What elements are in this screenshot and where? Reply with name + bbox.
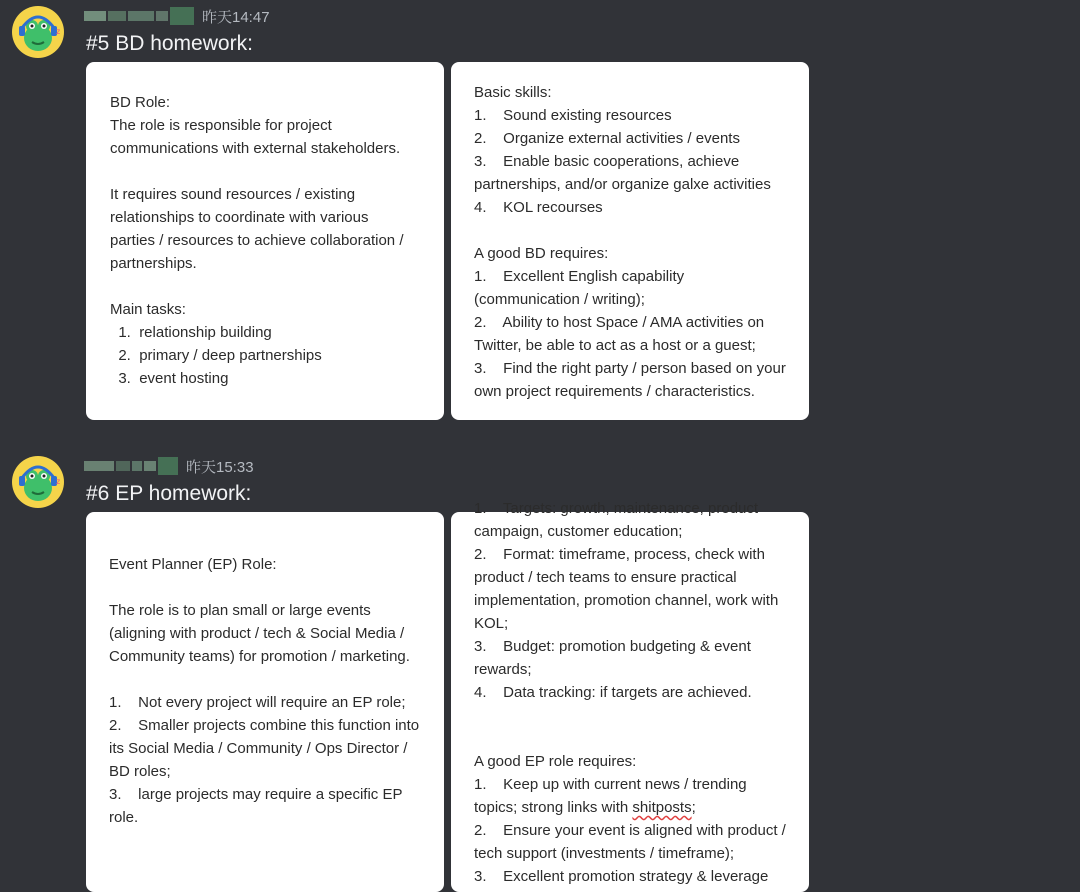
card-line: BD Role:: [110, 94, 171, 111]
card-line: partnerships, and/or organize galxe activities: [474, 176, 771, 193]
message-timestamp: 昨天14:47: [202, 8, 270, 26]
card-line: 1. Keep up with current news / trending: [474, 776, 747, 793]
card-line: 2. Ensure your event is aligned with product /: [474, 822, 786, 839]
card-line: 3. Budget: promotion budgeting & event: [474, 638, 751, 655]
card-line: relationships to coordinate with various: [110, 209, 369, 226]
svg-text:z: z: [56, 477, 61, 486]
card-line: BD roles;: [109, 763, 171, 780]
card-line: [474, 219, 809, 242]
frog-avatar-icon[interactable]: [12, 6, 64, 58]
card-line: A good BD requires:: [474, 245, 609, 262]
card-line: A good EP role requires:: [474, 753, 637, 770]
card-line: Main tasks:: [110, 301, 186, 318]
message-title: #6 EP homework:: [86, 482, 252, 505]
card-line: 2. Ability to host Space / AMA activities on: [474, 314, 765, 331]
card-line: Event Planner (EP) Role:: [109, 556, 277, 573]
card-line: It requires sound resources / existing: [110, 186, 356, 203]
svg-text:z: z: [56, 27, 61, 36]
card-line: 3. Enable basic cooperations, achieve: [474, 153, 740, 170]
message-header: [84, 454, 254, 478]
card-line: [109, 576, 444, 599]
card-line: 2. Format: timeframe, process, check with: [474, 546, 765, 563]
card-line: 1. Not every project will require an EP role;: [109, 694, 406, 711]
card-line: 3. event hosting: [110, 370, 229, 387]
card-text: [110, 91, 444, 390]
image-card-ep-requirements[interactable]: [451, 500, 809, 892]
card-line: 4. KOL recourses: [474, 199, 603, 216]
card-line: rewards;: [474, 661, 532, 678]
card-line: product / tech teams to ensure practical: [474, 569, 737, 586]
card-line: 1. Excellent English capability: [474, 268, 685, 285]
frog-avatar-icon[interactable]: [12, 456, 64, 508]
card-line: Basic skills:: [474, 84, 552, 101]
card-line: [474, 727, 809, 750]
card-line: (aligning with product / tech & Social Media /: [109, 625, 405, 642]
card-line: its Social Media / Community / Ops Director /: [109, 740, 408, 757]
card-line: [109, 668, 444, 691]
card-text: [109, 553, 444, 829]
image-card-bd-role[interactable]: [86, 62, 444, 420]
card-line: role.: [109, 809, 139, 826]
card-line: topics; strong links with shitposts;: [474, 799, 696, 816]
card-line: KOL;: [474, 615, 509, 632]
card-line: 4. Data tracking: if targets are achieved.: [474, 684, 752, 701]
card-text: [474, 497, 809, 888]
blurred-username[interactable]: [84, 459, 178, 473]
card-line: implementation, promotion channel, work with: [474, 592, 779, 609]
card-line: 3. Excellent promotion strategy & leverage: [474, 868, 769, 885]
card-line: tech support (investments / timeframe);: [474, 845, 735, 862]
card-text: [474, 81, 809, 403]
card-line: Twitter, be able to act as a host or a guest;: [474, 337, 756, 354]
message-header: [84, 4, 270, 28]
card-line: The role is to plan small or large events: [109, 602, 371, 619]
card-line: communications with external stakeholders.: [110, 140, 401, 157]
card-line: 3. large projects may require a specific EP: [109, 786, 403, 803]
card-line: (communication / writing);: [474, 291, 645, 308]
blurred-username[interactable]: [84, 9, 194, 23]
card-line: 1. Sound existing resources: [474, 107, 672, 124]
card-line: The role is responsible for project: [110, 117, 332, 134]
image-card-bd-skills[interactable]: [451, 62, 809, 420]
card-line: partnerships.: [110, 255, 197, 272]
card-line: [110, 160, 444, 183]
card-line: own project requirements / characteristics.: [474, 383, 755, 400]
card-line: campaign, customer education;: [474, 523, 683, 540]
card-line: [474, 704, 809, 727]
card-line: parties / resources to achieve collaboration /: [110, 232, 404, 249]
card-line: 1. relationship building: [110, 324, 272, 341]
card-line: Community teams) for promotion / marketing.: [109, 648, 410, 665]
message-timestamp: 昨天15:33: [186, 458, 254, 476]
image-card-ep-role[interactable]: [86, 512, 444, 892]
card-line: 2. primary / deep partnerships: [110, 347, 322, 364]
message-title: #5 BD homework:: [86, 32, 253, 55]
card-line: [110, 275, 444, 298]
card-line: 2. Smaller projects combine this function into: [109, 717, 420, 734]
card-line: 2. Organize external activities / events: [474, 130, 740, 147]
card-line: 1. Targets: growth, maintenance, product: [474, 500, 759, 517]
card-line: 3. Find the right party / person based on your: [474, 360, 786, 377]
